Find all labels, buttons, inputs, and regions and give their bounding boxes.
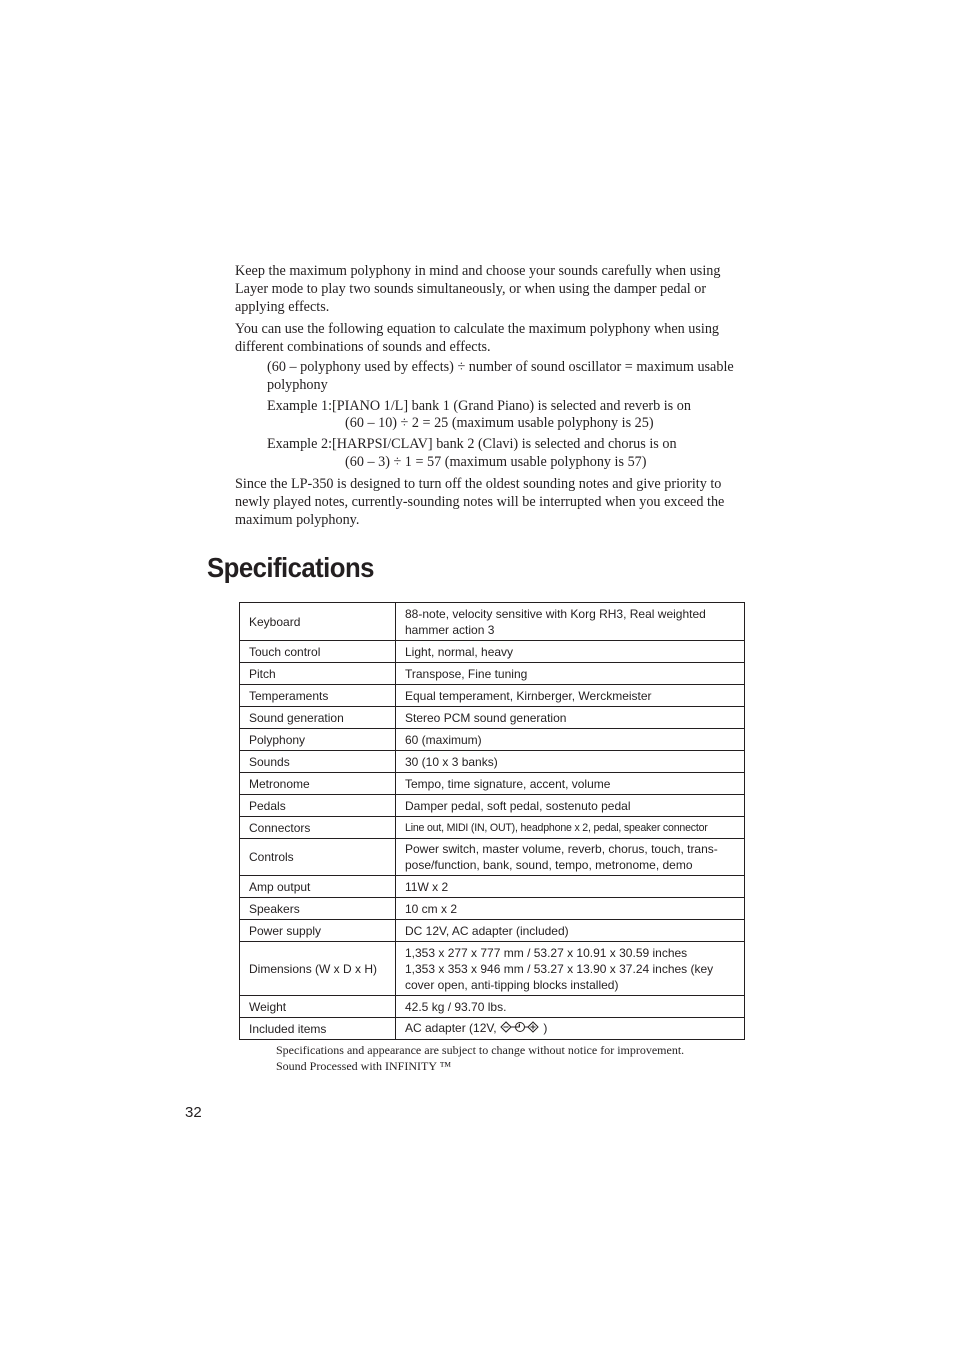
- equation-intro-paragraph: You can use the following equation to calculate the maximum polyphony when using different combinations of sounds and effects.: [235, 321, 720, 355]
- spec-label: Weight: [240, 996, 396, 1018]
- table-row: [240, 876, 745, 898]
- table-row: [240, 641, 745, 663]
- page-number: 32: [185, 1104, 202, 1121]
- spec-label: Controls: [240, 839, 396, 876]
- spec-value: DC 12V, AC adapter (included): [396, 920, 745, 942]
- specifications-heading: Specifications: [207, 552, 374, 583]
- example-1: Example 1:[PIANO 1/L] bank 1 (Grand Piano) is selected and reverb is on: [267, 398, 691, 414]
- spec-label: Sounds: [240, 751, 396, 773]
- table-row: [240, 839, 745, 876]
- table-row: [240, 751, 745, 773]
- table-row: [240, 920, 745, 942]
- intro-paragraph: Keep the maximum polyphony in mind and choose your sounds carefully when using Layer mode to play two sounds simultaneously, or when using the damper pedal or applying effects.: [235, 263, 721, 315]
- table-row: [240, 898, 745, 920]
- spec-value: Damper pedal, soft pedal, sostenuto pedal: [396, 795, 745, 817]
- spec-label: Speakers: [240, 898, 396, 920]
- footnote-specifications: Specifications and appearance are subject to change without notice for improvement.: [276, 1043, 685, 1057]
- dc-polarity-icon: [500, 1021, 540, 1037]
- specifications-table: [239, 602, 745, 1040]
- table-row: [240, 729, 745, 751]
- spec-label: Polyphony: [240, 729, 396, 751]
- spec-value: 88-note, velocity sensitive with Korg RH3, Real weighted hammer action 3: [396, 603, 745, 641]
- table-row: [240, 773, 745, 795]
- polyphony-equation: (60 – polyphony used by effects) ÷ number of sound oscillator = maximum usable polyphony: [267, 359, 734, 393]
- spec-label: Pitch: [240, 663, 396, 685]
- spec-value: 1,353 x 277 x 777 mm / 53.27 x 10.91 x 30.59 inches 1,353 x 353 x 946 mm / 53.27 x 13.90 x 37.24 inches (key cover open, anti-tipping blocks installed): [396, 942, 745, 996]
- spec-label: Keyboard: [240, 603, 396, 641]
- table-row: [240, 603, 745, 641]
- spec-label: Dimensions (W x D x H): [240, 942, 396, 996]
- example-2-calculation: (60 – 3) ÷ 1 = 57 (maximum usable polyphony is 57): [345, 454, 647, 470]
- spec-value: 60 (maximum): [396, 729, 745, 751]
- example-2: Example 2:[HARPSI/CLAV] bank 2 (Clavi) is selected and chorus is on: [267, 436, 677, 452]
- table-row: [240, 1018, 745, 1040]
- example-1-calculation: (60 – 10) ÷ 2 = 25 (maximum usable polyphony is 25): [345, 415, 654, 431]
- spec-value: 42.5 kg / 93.70 lbs.: [396, 996, 745, 1018]
- spec-value: 30 (10 x 3 banks): [396, 751, 745, 773]
- spec-label: Power supply: [240, 920, 396, 942]
- spec-label: Metronome: [240, 773, 396, 795]
- table-row: [240, 795, 745, 817]
- spec-label: Amp output: [240, 876, 396, 898]
- polyphony-priority-paragraph: Since the LP-350 is designed to turn off the oldest sounding notes and give priority to newly played notes, currently-sounding notes will be interrupted when you exceed the maximum polyphony.: [235, 476, 725, 528]
- spec-value: Transpose, Fine tuning: [396, 663, 745, 685]
- table-row: [240, 942, 745, 996]
- spec-value: Line out, MIDI (IN, OUT), headphone x 2, pedal, speaker connector: [396, 817, 745, 839]
- table-row: [240, 663, 745, 685]
- spec-value-suffix: ): [543, 1021, 548, 1036]
- spec-label: Sound generation: [240, 707, 396, 729]
- spec-value-text: AC adapter (12V,: [405, 1021, 497, 1036]
- spec-value: Power switch, master volume, reverb, chorus, touch, trans-pose/function, bank, sound, tempo, metronome, demo: [396, 839, 745, 876]
- table-row: [240, 685, 745, 707]
- spec-value: Light, normal, heavy: [396, 641, 745, 663]
- table-row: [240, 707, 745, 729]
- spec-label: Touch control: [240, 641, 396, 663]
- spec-value: 11W x 2: [396, 876, 745, 898]
- spec-label: Connectors: [240, 817, 396, 839]
- table-row: [240, 996, 745, 1018]
- spec-value: 10 cm x 2: [396, 898, 745, 920]
- spec-label: Included items: [240, 1018, 396, 1040]
- spec-value: Equal temperament, Kirnberger, Werckmeister: [396, 685, 745, 707]
- spec-value: Tempo, time signature, accent, volume: [396, 773, 745, 795]
- footnote-infinity: Sound Processed with INFINITY ™: [276, 1059, 452, 1073]
- spec-label: Pedals: [240, 795, 396, 817]
- table-row: [240, 817, 745, 839]
- spec-value: [396, 1018, 745, 1040]
- spec-label: Temperaments: [240, 685, 396, 707]
- spec-value: Stereo PCM sound generation: [396, 707, 745, 729]
